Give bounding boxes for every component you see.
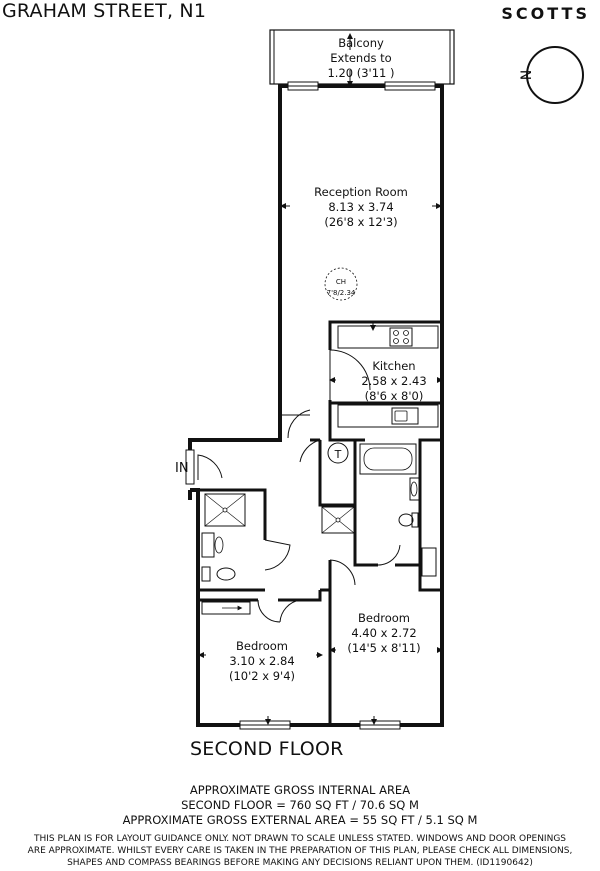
property-address: GRAHAM STREET, N1 — [2, 0, 207, 22]
ceiling-height-value: 7'8/2.34 — [326, 289, 356, 297]
sink-icon — [392, 408, 418, 424]
kitchen-name: Kitchen — [372, 359, 416, 373]
ceiling-height-label: CH — [335, 278, 347, 286]
window-balcony-right — [385, 82, 435, 90]
bedroom1-name: Bedroom — [357, 611, 411, 625]
toilet-icon — [399, 513, 418, 527]
hob-icon — [390, 328, 412, 346]
bedroom2-name: Bedroom — [235, 639, 289, 653]
bedroom2-dims-m: 3.10 x 2.84 — [229, 654, 295, 668]
ceiling-height-marker — [325, 268, 357, 300]
disclaimer — [0, 833, 600, 869]
balcony-name: Balcony — [338, 36, 384, 50]
shower-icon-bath2 — [205, 494, 245, 526]
window-balcony-left — [288, 82, 318, 90]
agency-logo: SCOTTS — [501, 4, 590, 23]
balcony-dims: 1.20 (3'11 ) — [327, 66, 395, 80]
area-internal: SECOND FLOOR = 760 SQ FT / 70.6 SQ M — [181, 798, 419, 812]
disclaimer-line-2: ARE APPROXIMATE. WHILST EVERY CARE IS TAKEN IN THE PREPARATION OF THIS PLAN, PLEASE CHECK ALL DIMENSIONS, — [27, 846, 573, 856]
cupboard-symbol: T — [334, 448, 342, 461]
entrance-label: IN — [175, 461, 189, 476]
reception-dims-ft: (26'8 x 12'3) — [324, 215, 398, 229]
bedroom2-label — [229, 639, 295, 683]
area-external: APPROXIMATE GROSS EXTERNAL AREA = 55 SQ FT / 5.1 SQ M — [122, 813, 478, 827]
kitchen-label — [361, 359, 426, 403]
disclaimer-line-1: THIS PLAN IS FOR LAYOUT GUIDANCE ONLY. NOT DRAWN TO SCALE UNLESS STATED. WINDOWS AND DOOR OPENINGS — [33, 834, 567, 844]
balcony-extends: Extends to — [330, 51, 392, 65]
compass-icon — [519, 47, 583, 103]
cupboard-icon — [328, 443, 348, 463]
reception-label — [314, 185, 408, 229]
disclaimer-line-3: SHAPES AND COMPASS BEARINGS BEFORE MAKING ANY DECISIONS RELIANT UPON THEM. (ID1190642) — [67, 858, 533, 868]
compass-north-letter: N — [519, 69, 535, 81]
wardrobe-bedroom1 — [422, 548, 436, 576]
area-title: APPROXIMATE GROSS INTERNAL AREA — [189, 783, 411, 797]
reception-dims-m: 8.13 x 3.74 — [328, 200, 394, 214]
shower-icon — [322, 507, 354, 533]
wardrobe-bedroom2 — [202, 602, 250, 614]
balcony-label — [327, 36, 394, 80]
kitchen-dims-ft: (8'6 x 8'0) — [364, 389, 424, 403]
kitchen-dims-m: 2.58 x 2.43 — [361, 374, 427, 388]
area-summary — [0, 783, 600, 828]
bedroom2-dims-ft: (10'2 x 9'4) — [229, 669, 295, 683]
bedroom1-label — [347, 611, 420, 655]
toilet-icon-bath2 — [202, 567, 235, 581]
washbasin-icon-bath2 — [202, 533, 223, 557]
bedroom1-dims-ft: (14'5 x 8'11) — [347, 641, 421, 655]
window-bedroom-left — [240, 721, 290, 729]
bedroom1-dims-m: 4.40 x 2.72 — [351, 626, 417, 640]
floor-label: SECOND FLOOR — [190, 738, 344, 760]
window-bedroom-right — [360, 721, 400, 729]
bath-icon — [360, 444, 416, 474]
reception-name: Reception Room — [314, 185, 408, 199]
